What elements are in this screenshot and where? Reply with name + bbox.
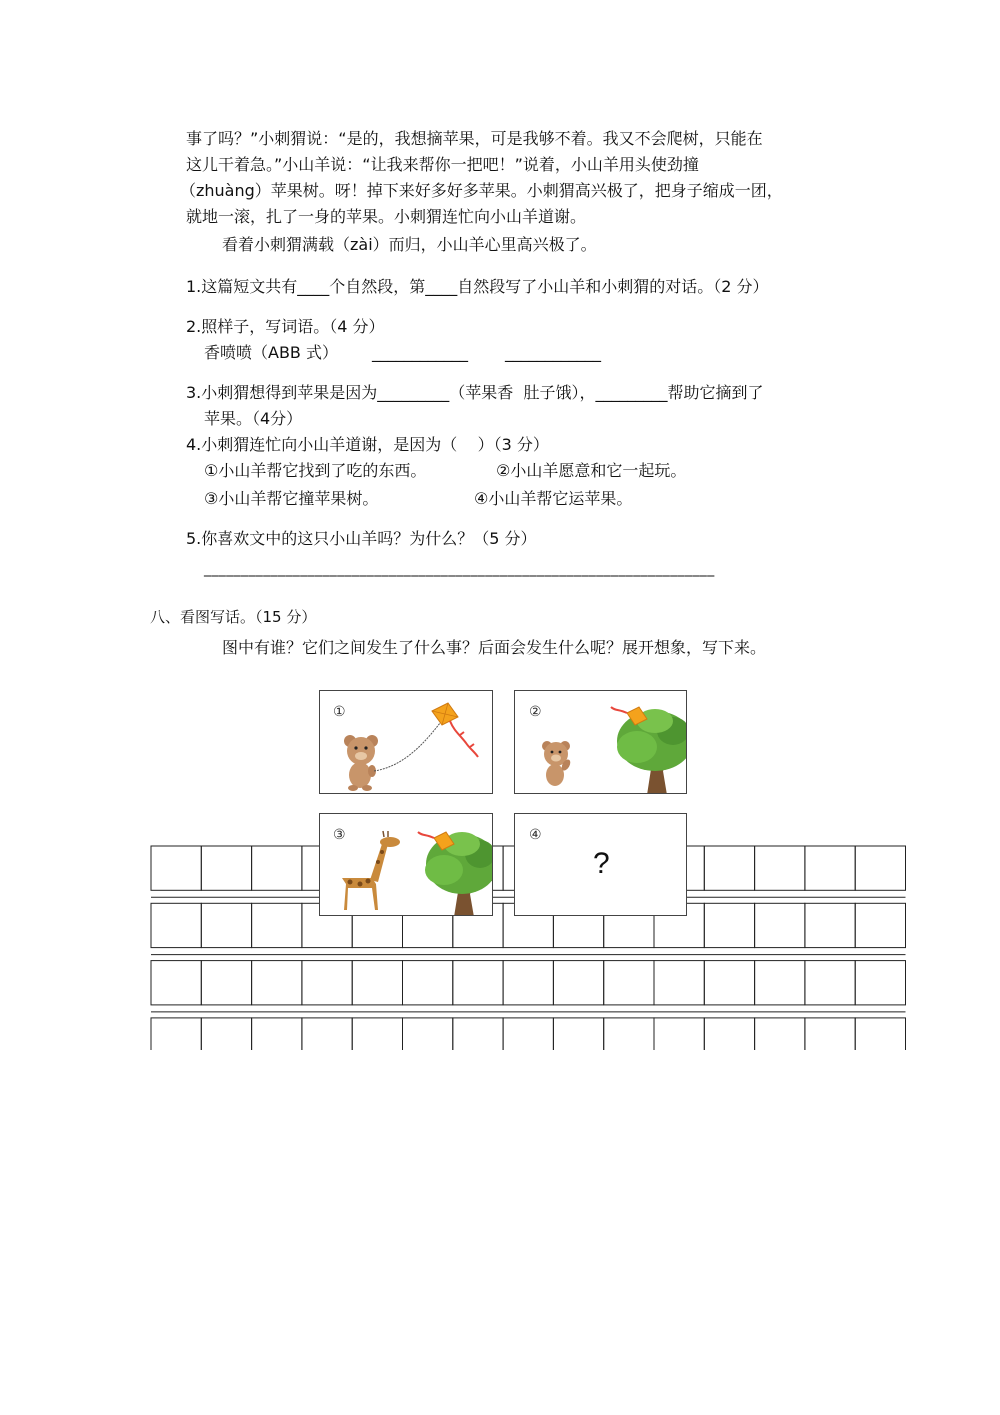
picture-panel-1 (319, 690, 493, 794)
grid-cell[interactable] (755, 846, 805, 890)
grid-cell[interactable] (453, 961, 503, 1005)
passage-line-3: （zhuàng）苹果树。呀！掉下来好多好多苹果。小刺猬高兴极了，把身子缩成一团， (180, 181, 783, 200)
grid-cell[interactable] (654, 1018, 704, 1050)
grid-cell[interactable] (201, 961, 251, 1005)
grid-cell[interactable] (302, 1018, 352, 1050)
grid-cell[interactable] (352, 961, 402, 1005)
tree-icon (425, 832, 493, 916)
grid-cell[interactable] (553, 961, 603, 1005)
grid-cell[interactable] (252, 846, 302, 890)
grid-cell[interactable] (704, 961, 754, 1005)
kite-icon (432, 703, 478, 757)
section-8-prompt: 图中有谁？它们之间发生了什么事？后面会发生什么呢？展开想象，写下来。 (222, 638, 767, 657)
question-4-option-2[interactable]: ②小山羊愿意和它一起玩。 (496, 461, 687, 480)
grid-cell[interactable] (704, 903, 754, 947)
grid-cell[interactable] (201, 903, 251, 947)
question-4-option-4[interactable]: ④小山羊帮它运苹果。 (474, 489, 633, 508)
grid-cell[interactable] (553, 1018, 603, 1050)
section-8-title: 八、看图写话。（15 分） (150, 608, 317, 626)
grid-cell[interactable] (252, 1018, 302, 1050)
grid-cell[interactable] (403, 1018, 453, 1050)
grid-cell[interactable] (805, 903, 855, 947)
question-4-option-1[interactable]: ①小山羊帮它找到了吃的东西。 (204, 461, 427, 480)
grid-cell[interactable] (201, 1018, 251, 1050)
grid-cell[interactable] (302, 961, 352, 1005)
grid-cell[interactable] (252, 961, 302, 1005)
panel-4-label: ④ (529, 826, 542, 842)
grid-cell[interactable] (604, 1018, 654, 1050)
question-2-blank-2[interactable]: ____________ (505, 343, 601, 362)
question-4-title: 4.小刺猬连忙向小山羊道谢，是因为（ ）（3 分） (186, 435, 549, 454)
grid-cell[interactable] (805, 1018, 855, 1050)
grid-cell[interactable] (805, 846, 855, 890)
panel-3-label: ③ (333, 826, 346, 842)
giraffe-tree-illustration (320, 814, 493, 916)
question-3-line-1: 3.小刺猬想得到苹果是因为_________（苹果香 肚子饿），_________帮助它摘到了 (186, 383, 764, 402)
grid-cell[interactable] (252, 903, 302, 947)
passage-line-1: 事了吗？”小刺猬说：“是的，我想摘苹果，可是我够不着。我又不会爬树，只能在 (186, 129, 763, 148)
bear-tree-illustration (515, 691, 687, 794)
tree-icon (617, 709, 687, 794)
grid-cell[interactable] (704, 846, 754, 890)
grid-cell[interactable] (151, 1018, 201, 1050)
panel-2-label: ② (529, 703, 542, 719)
question-1: 1.这篇短文共有____个自然段，第____自然段写了小山羊和小刺猬的对话。（2 分） (186, 277, 769, 296)
grid-cell[interactable] (855, 846, 905, 890)
grid-cell[interactable] (755, 961, 805, 1005)
grid-cell[interactable] (503, 961, 553, 1005)
question-4-option-3[interactable]: ③小山羊帮它撞苹果树。 (204, 489, 379, 508)
grid-cell[interactable] (654, 961, 704, 1005)
passage-line-2: 这儿干着急。”小山羊说：“让我来帮你一把吧！”说着，小山羊用头使劲撞 (186, 155, 699, 174)
question-5-answer-line[interactable]: _____________________________________________________________________ (204, 561, 715, 577)
question-3-line-2: 苹果。（4分） (204, 409, 303, 428)
question-2-blank-1[interactable]: ____________ (372, 343, 468, 362)
panel-1-label: ① (333, 703, 346, 719)
passage-line-5: 看着小刺猬满载（zài）而归，小山羊心里高兴极了。 (222, 235, 597, 254)
grid-cell[interactable] (151, 846, 201, 890)
grid-cell[interactable] (151, 903, 201, 947)
grid-cell[interactable] (855, 961, 905, 1005)
grid-cell[interactable] (805, 961, 855, 1005)
grid-cell[interactable] (855, 1018, 905, 1050)
grid-cell[interactable] (352, 1018, 402, 1050)
grid-cell[interactable] (604, 961, 654, 1005)
passage-line-4: 就地一滚，扎了一身的苹果。小刺猬连忙向小山羊道谢。 (186, 207, 587, 226)
grid-cell[interactable] (151, 961, 201, 1005)
picture-panel-4 (514, 813, 687, 916)
grid-cell[interactable] (755, 1018, 805, 1050)
bear-kite-illustration (320, 691, 493, 794)
question-mark: ? (593, 847, 610, 880)
grid-cell[interactable] (201, 846, 251, 890)
grid-cell[interactable] (403, 961, 453, 1005)
bear-icon (542, 741, 572, 786)
grid-cell[interactable] (755, 903, 805, 947)
grid-cell[interactable] (453, 1018, 503, 1050)
bear-icon (344, 735, 378, 791)
giraffe-icon (342, 831, 400, 910)
grid-cell[interactable] (704, 1018, 754, 1050)
question-5-title: 5.你喜欢文中的这只小山羊吗？为什么？（5 分） (186, 529, 537, 548)
picture-panel-3 (319, 813, 493, 916)
grid-cell[interactable] (855, 903, 905, 947)
picture-panel-2 (514, 690, 687, 794)
question-2-example: 香喷喷（ABB 式） (204, 343, 338, 362)
question-2-title: 2.照样子，写词语。（4 分） (186, 317, 385, 336)
grid-cell[interactable] (503, 1018, 553, 1050)
